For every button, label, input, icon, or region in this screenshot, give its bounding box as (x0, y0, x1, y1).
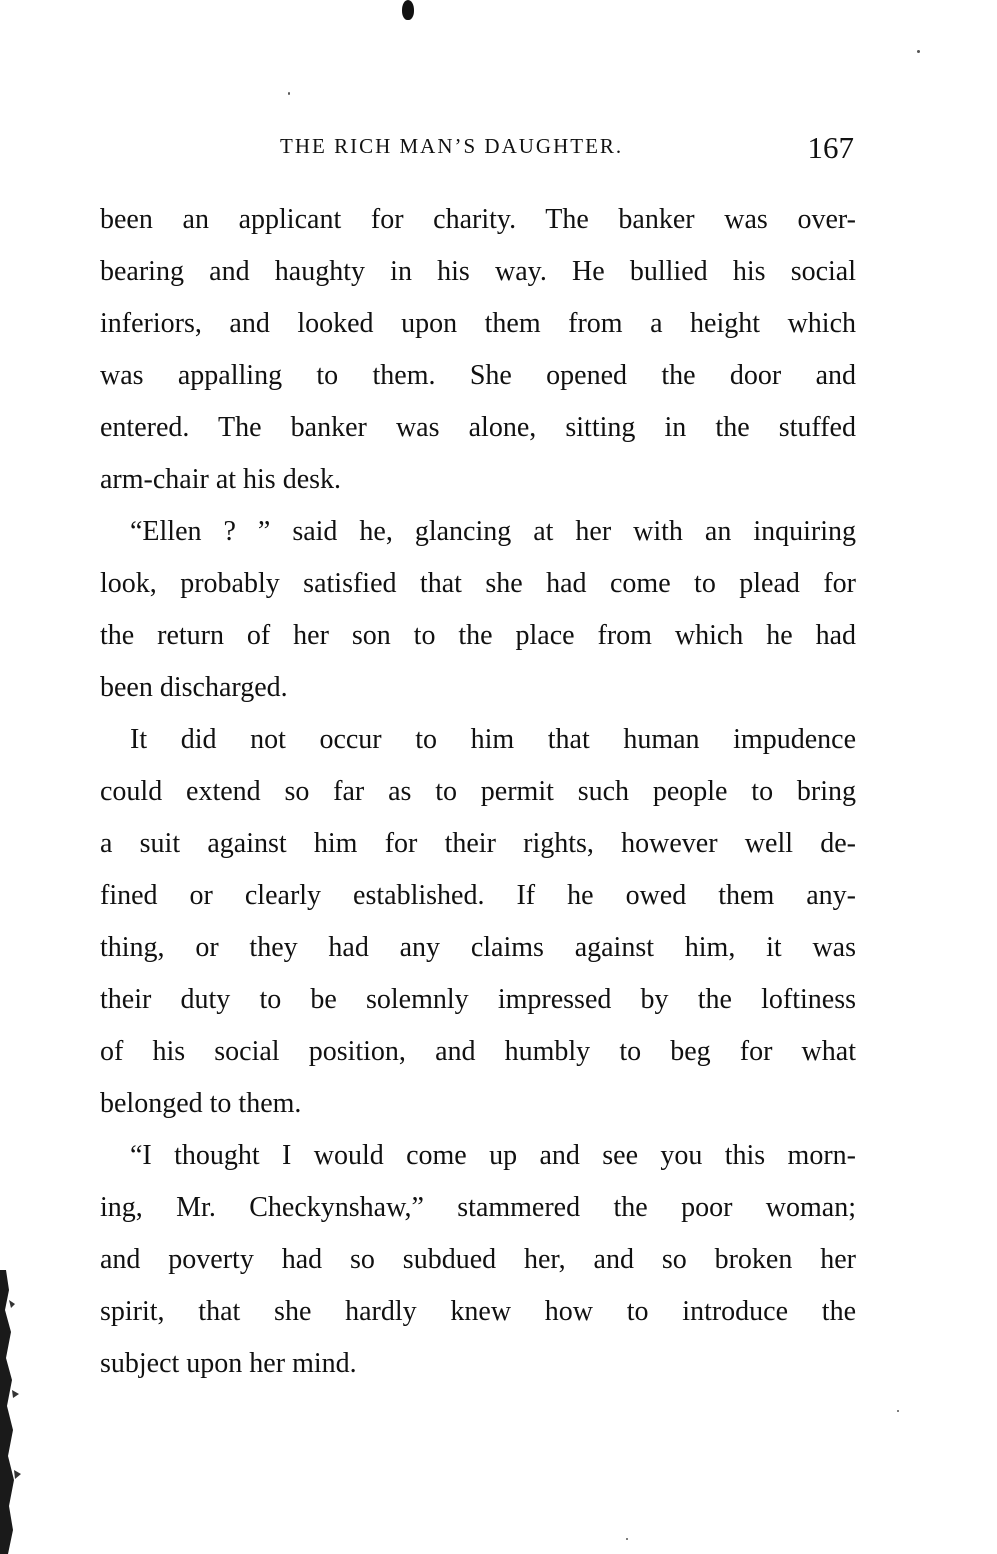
paper-speck (897, 1410, 899, 1412)
text-line: arm-chair at his desk. (100, 464, 342, 495)
text-line: ing, Mr. Checkynshaw,” stammered the poor woman; (100, 1192, 856, 1223)
text-line: entered. The banker was alone, sitting in the stuffed (100, 412, 856, 443)
ink-blot (402, 0, 414, 20)
text-line: been an applicant for charity. The banker was over- (100, 204, 856, 235)
text-line: been discharged. (100, 672, 288, 703)
paragraph (100, 1130, 856, 1390)
paragraph (100, 714, 856, 1130)
text-line: was appalling to them. She opened the door and (100, 360, 856, 391)
text-line: of his social position, and humbly to beg for what (100, 1036, 856, 1067)
text-line: the return of her son to the place from which he had (100, 620, 856, 651)
text-line: a suit against him for their rights, however well de- (100, 828, 856, 859)
paper-speck (917, 50, 920, 53)
text-line: fined or clearly established. If he owed them any- (100, 880, 856, 911)
paragraph (100, 506, 856, 714)
body-text (100, 194, 856, 1390)
text-line: could extend so far as to permit such people to bring (100, 776, 856, 807)
text-line: subject upon her mind. (100, 1348, 357, 1379)
text-line: bearing and haughty in his way. He bullied his social (100, 256, 856, 287)
paper-speck (288, 92, 290, 95)
text-line: spirit, that she hardly knew how to introduce the (100, 1296, 856, 1327)
text-line: belonged to them. (100, 1088, 302, 1119)
text-line: thing, or they had any claims against him, it was (100, 932, 856, 963)
text-line: “I thought I would come up and see you this morn- (130, 1140, 856, 1171)
running-head (100, 130, 856, 170)
text-line: their duty to be solemnly impressed by the loftiness (100, 984, 856, 1015)
text-line: inferiors, and looked upon them from a height which (100, 308, 856, 339)
paper-speck (626, 1538, 628, 1540)
text-line: “Ellen ? ” said he, glancing at her with an inquiring (130, 516, 856, 547)
paragraph (100, 194, 856, 506)
page-number: 167 (807, 130, 854, 165)
text-line: look, probably satisfied that she had come to plead for (100, 568, 856, 599)
binding-edge (0, 1270, 24, 1554)
text-line: It did not occur to him that human impudence (130, 724, 856, 755)
running-title: THE RICH MAN’S DAUGHTER. (280, 134, 624, 158)
text-line: and poverty had so subdued her, and so broken her (100, 1244, 856, 1275)
